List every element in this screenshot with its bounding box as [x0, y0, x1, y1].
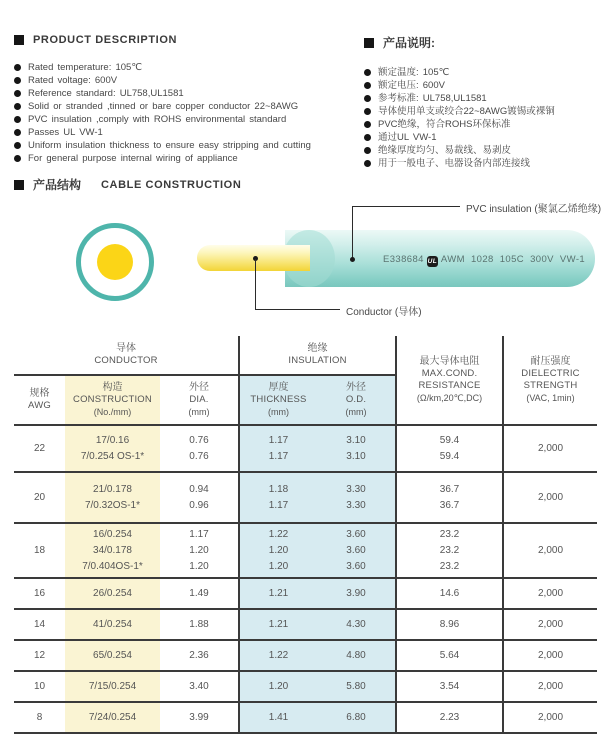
od-cell — [317, 523, 396, 578]
cell-line: 34/0.178 — [93, 544, 132, 556]
awg-cell: 18 — [14, 523, 65, 578]
list-item — [14, 100, 362, 113]
leader-line — [352, 206, 353, 259]
cell-line: 7/0.32OS-1* — [84, 499, 141, 511]
list-item — [14, 126, 362, 139]
list-item-text: Rated temperature: 105℃ — [28, 62, 143, 73]
table-row-awg8 — [14, 702, 597, 733]
cell-line: 3.60 — [346, 560, 366, 572]
product-description-cn-section — [364, 34, 602, 170]
thickness-cell — [239, 523, 317, 578]
section-title: PRODUCT DESCRIPTION — [33, 34, 178, 46]
cell-line: 23.2 — [439, 528, 460, 540]
resistance-cell: 2.23 — [396, 702, 503, 733]
cell-line: 3.10 — [346, 450, 366, 462]
resistance-cell — [396, 472, 503, 523]
thickness-cell: 1.20 — [239, 671, 317, 702]
header-cn: 外径 — [189, 382, 209, 393]
cell-line: 1.18 — [268, 483, 289, 495]
header-unit: (mm) — [268, 407, 290, 417]
resistance-cell: 8.96 — [396, 609, 503, 640]
cable-spec-text: AWM 1028 105C 300V VW-1 — [440, 254, 586, 265]
construction-cell — [65, 425, 160, 472]
resistance-cell: 14.6 — [396, 578, 503, 609]
header-en: MAX.COND. — [421, 368, 478, 379]
construction-cell: 65/0.254 — [65, 640, 160, 671]
spec-table-body — [14, 425, 597, 733]
dia-cell — [160, 523, 239, 578]
header-en: RESISTANCE — [418, 380, 481, 391]
bullet-icon — [364, 82, 371, 89]
cell-line: 3.60 — [346, 544, 366, 556]
header-en: INSULATION — [288, 355, 347, 366]
thickness-cell: 1.21 — [239, 578, 317, 609]
od-cell — [317, 472, 396, 523]
list-item — [14, 113, 362, 126]
header-cn: 导体 — [116, 343, 136, 354]
dia-cell: 3.99 — [160, 702, 239, 733]
dielectric-cell: 2,000 — [503, 609, 597, 640]
product-description-list — [14, 61, 362, 165]
thickness-cell — [239, 472, 317, 523]
bullet-icon — [364, 160, 371, 167]
cell-line: 1.22 — [268, 528, 289, 540]
section-title-cn: 产品结构 — [33, 178, 82, 192]
header-cn: 厚度 — [268, 382, 289, 393]
list-item — [364, 79, 602, 92]
cell-line: 1.17 — [268, 434, 289, 446]
cell-line: 1.20 — [189, 560, 209, 572]
thickness-cell — [239, 425, 317, 472]
dielectric-cell: 2,000 — [503, 640, 597, 671]
awg-cell: 14 — [14, 609, 65, 640]
header-en: DIA. — [189, 394, 209, 405]
resistance-cell: 5.64 — [396, 640, 503, 671]
section-title: 产品说明: — [383, 36, 435, 50]
list-item-text: Passes UL VW-1 — [28, 127, 103, 138]
cell-line: 0.94 — [189, 483, 209, 495]
cell-line: 1.20 — [189, 544, 209, 556]
cell-line: 0.96 — [189, 499, 209, 511]
table-row-awg20 — [14, 472, 597, 523]
construction-cell — [65, 523, 160, 578]
cell-line: 36.7 — [439, 483, 460, 495]
cable-cross-section — [76, 223, 154, 301]
cell-line: 3.60 — [346, 528, 366, 540]
thickness-cell: 1.22 — [239, 640, 317, 671]
ul-logo-icon: UL — [427, 258, 438, 265]
list-item-text: 绝缘厚度均匀、易裁线、易剥皮 — [378, 145, 512, 156]
black-square-icon — [14, 180, 24, 190]
header-cn: 构造 — [102, 382, 123, 393]
list-item-text: 额定电压: 600V — [378, 80, 445, 91]
header-cn: 规格 — [29, 388, 50, 399]
product-description-header — [14, 34, 362, 46]
od-cell — [317, 425, 396, 472]
header-unit: (Ω/km,20℃,DC) — [416, 393, 483, 403]
cell-line: 59.4 — [439, 450, 460, 462]
bullet-icon — [364, 69, 371, 76]
list-item-text: PVC绝缘，符合ROHS环保标准 — [378, 119, 511, 130]
cell-line: 1.17 — [268, 499, 289, 511]
insulation-label: PVC insulation (聚氯乙烯绝缘) — [466, 204, 602, 215]
list-item — [364, 105, 602, 118]
construction-cell: 7/24/0.254 — [65, 702, 160, 733]
list-item — [364, 131, 602, 144]
bullet-icon — [364, 108, 371, 115]
bullet-icon — [364, 134, 371, 141]
thickness-cell: 1.41 — [239, 702, 317, 733]
dielectric-cell: 2,000 — [503, 425, 597, 472]
od-cell: 4.80 — [317, 640, 396, 671]
thickness-column-header — [239, 375, 317, 425]
header-en: CONDUCTOR — [94, 355, 158, 366]
dielectric-cell: 2,000 — [503, 671, 597, 702]
section-title-en: CABLE CONSTRUCTION — [101, 178, 242, 191]
dia-cell: 1.49 — [160, 578, 239, 609]
list-item — [14, 74, 362, 87]
od-cell: 3.90 — [317, 578, 396, 609]
list-item — [364, 92, 602, 105]
dia-column-header — [160, 375, 239, 425]
cell-line: 1.20 — [268, 560, 289, 572]
bullet-icon — [14, 103, 21, 110]
dia-cell: 3.40 — [160, 671, 239, 702]
list-item — [364, 157, 602, 170]
group-header-row — [14, 336, 597, 375]
awg-column-header — [14, 375, 65, 425]
list-item — [14, 87, 362, 100]
list-item — [14, 139, 362, 152]
header-en: THICKNESS — [250, 394, 307, 405]
list-item-text: 参考标准: UL758,UL1581 — [378, 93, 487, 104]
list-item-text: 用于一般电子、电器设备内部连接线 — [378, 158, 531, 169]
cell-line: 3.30 — [346, 499, 366, 511]
awg-cell: 22 — [14, 425, 65, 472]
bullet-icon — [364, 121, 371, 128]
awg-cell: 16 — [14, 578, 65, 609]
list-item-text: Uniform insulation thickness to ensure easy stripping and cutting — [28, 140, 311, 151]
header-unit: (No./mm) — [93, 407, 132, 417]
cell-line: 0.76 — [189, 450, 209, 462]
resistance-column-header — [396, 336, 503, 425]
bullet-icon — [14, 90, 21, 97]
awg-cell: 20 — [14, 472, 65, 523]
list-item-text: 导体使用单支或绞合22~8AWG镀锡或裸铜 — [378, 106, 555, 117]
awg-cell: 8 — [14, 702, 65, 733]
construction-cell: 7/15/0.254 — [65, 671, 160, 702]
list-item — [364, 66, 602, 79]
header-en: O.D. — [345, 394, 367, 405]
resistance-cell — [396, 425, 503, 472]
resistance-cell — [396, 523, 503, 578]
cell-line: 36.7 — [439, 499, 460, 511]
header-cn: 绝缘 — [307, 343, 328, 354]
leader-line — [255, 259, 256, 309]
cable-print-text — [383, 254, 585, 267]
bullet-icon — [14, 142, 21, 149]
product-description-section — [14, 34, 362, 165]
list-item-text: Reference standard: UL758,UL1581 — [28, 88, 184, 99]
od-cell: 6.80 — [317, 702, 396, 733]
header-en: CONSTRUCTION — [73, 394, 152, 405]
table-row-awg18 — [14, 523, 597, 578]
table-row-awg10 — [14, 671, 597, 702]
table-row-awg14 — [14, 609, 597, 640]
leader-line — [352, 206, 460, 207]
list-item — [14, 152, 362, 165]
bullet-icon — [14, 129, 21, 136]
conductor-label: Conductor (导体) — [346, 307, 422, 318]
cell-line: 23.2 — [439, 544, 460, 556]
cert-number: E338684 — [383, 254, 424, 265]
black-square-icon — [364, 38, 374, 48]
od-cell: 4.30 — [317, 609, 396, 640]
cell-line: 3.10 — [346, 434, 366, 446]
cell-line: 17/0.16 — [95, 434, 130, 446]
product-description-cn-list — [364, 66, 602, 170]
product-description-cn-header — [364, 34, 602, 51]
header-cn: 耐压强度 — [530, 356, 571, 367]
header-en: AWG — [28, 400, 51, 411]
list-item-text: Solid or stranded ,tinned or bare copper conductor 22~8AWG — [28, 101, 299, 112]
awg-cell: 12 — [14, 640, 65, 671]
bullet-icon — [14, 64, 21, 71]
header-unit: (mm) — [345, 407, 367, 417]
list-item — [364, 144, 602, 157]
od-column-header — [317, 375, 396, 425]
cell-line: 21/0.178 — [93, 483, 132, 495]
list-item-text: 通过UL VW-1 — [378, 132, 437, 143]
dia-cell: 2.36 — [160, 640, 239, 671]
cell-line: 7/0.254 OS-1* — [80, 450, 145, 462]
cell-line: 3.30 — [346, 483, 366, 495]
dia-cell: 1.88 — [160, 609, 239, 640]
dielectric-cell: 2,000 — [503, 702, 597, 733]
construction-column-header — [65, 375, 160, 425]
resistance-cell: 3.54 — [396, 671, 503, 702]
insulation-group-header — [239, 336, 396, 375]
dielectric-cell: 2,000 — [503, 472, 597, 523]
construction-cell: 26/0.254 — [65, 578, 160, 609]
list-item — [14, 61, 362, 74]
list-item-text: For general purpose internal wiring of appliance — [28, 153, 238, 164]
cable-diagram — [0, 198, 603, 336]
dielectric-column-header — [503, 336, 597, 425]
construction-cell — [65, 472, 160, 523]
cell-line: 0.76 — [189, 434, 209, 446]
conductor-core-circle — [97, 244, 133, 280]
cable-construction-header — [14, 176, 241, 193]
table-row-awg16 — [14, 578, 597, 609]
leader-line — [255, 309, 340, 310]
list-item-text: Rated voltage: 600V — [28, 75, 118, 86]
cell-line: 1.20 — [268, 544, 289, 556]
list-item — [364, 118, 602, 131]
bullet-icon — [14, 116, 21, 123]
header-en: STRENGTH — [523, 380, 578, 391]
conductor-group-header — [14, 336, 239, 375]
dielectric-cell: 2,000 — [503, 523, 597, 578]
spec-table-header — [14, 336, 597, 425]
spec-table — [14, 336, 597, 734]
cell-line: 7/0.404OS-1* — [82, 560, 143, 572]
od-cell: 5.80 — [317, 671, 396, 702]
header-unit: (mm) — [188, 407, 210, 417]
dielectric-cell: 2,000 — [503, 578, 597, 609]
cell-line: 23.2 — [439, 560, 460, 572]
bullet-icon — [14, 155, 21, 162]
bullet-icon — [14, 77, 21, 84]
list-item-text: PVC insulation ,comply with ROHS environmental standard — [28, 114, 287, 125]
thickness-cell: 1.21 — [239, 609, 317, 640]
dia-cell — [160, 472, 239, 523]
cell-line: 16/0.254 — [93, 528, 132, 540]
header-en: DIELECTRIC — [521, 368, 580, 379]
table-row-awg22 — [14, 425, 597, 472]
cell-line: 59.4 — [439, 434, 460, 446]
awg-cell: 10 — [14, 671, 65, 702]
cell-line: 1.17 — [189, 528, 209, 540]
dia-cell — [160, 425, 239, 472]
bullet-icon — [364, 147, 371, 154]
bullet-icon — [364, 95, 371, 102]
table-row-awg12 — [14, 640, 597, 671]
header-cn: 外径 — [346, 382, 367, 393]
header-cn: 最大导体电阻 — [419, 356, 480, 367]
black-square-icon — [14, 35, 24, 45]
cell-line: 1.17 — [268, 450, 289, 462]
construction-cell: 41/0.254 — [65, 609, 160, 640]
leader-dot — [350, 257, 355, 262]
list-item-text: 额定温度: 105℃ — [378, 67, 450, 78]
header-unit: (VAC, 1min) — [526, 393, 575, 403]
